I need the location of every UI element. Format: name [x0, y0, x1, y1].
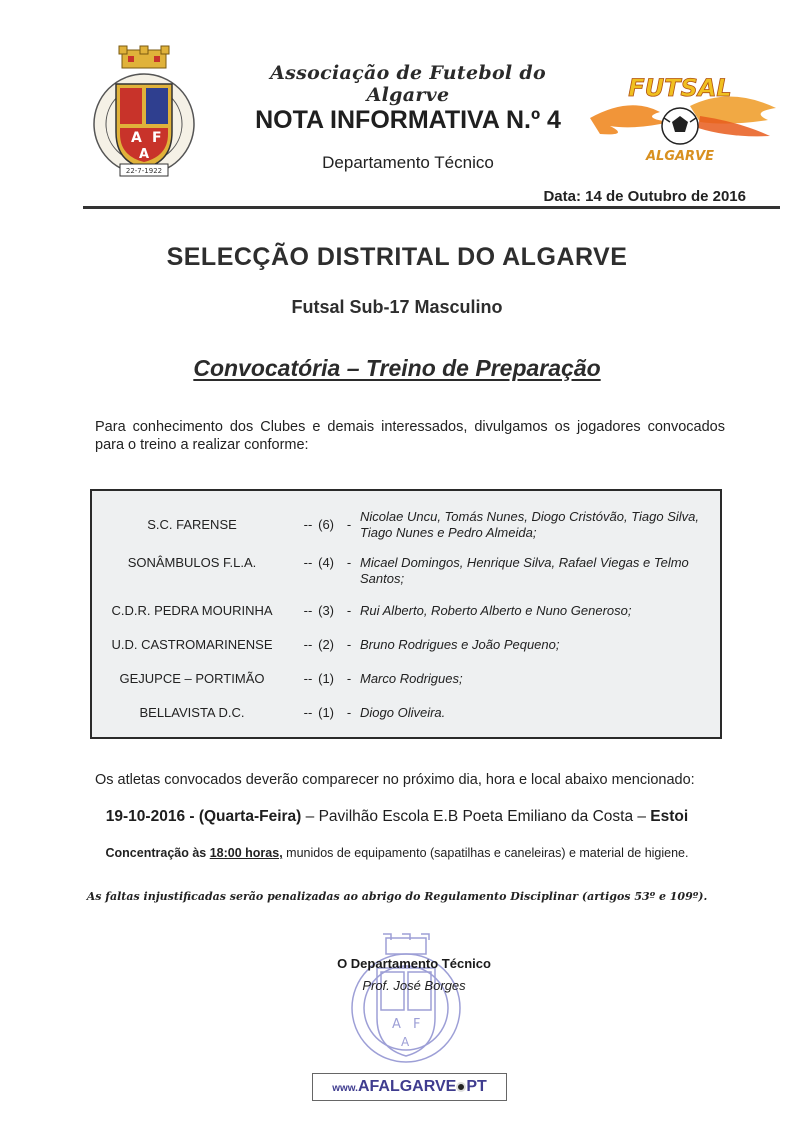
squad-table [90, 489, 722, 739]
afa-stamp-watermark [343, 930, 469, 1068]
row-separator: - [346, 555, 352, 570]
row-separator: - [346, 517, 352, 532]
department-label: Departamento Técnico [322, 153, 494, 172]
session-date: 19-10-2016 - (Quarta-Feira) [105, 808, 302, 825]
player-count: (1) [318, 705, 334, 720]
svg-text:A: A [131, 130, 142, 146]
session-venue: Pavilhão Escola E.B Poeta Emiliano da Costa [318, 808, 634, 825]
concentration-rest: munidos de equipamento (sapatilhas e caneleiras) e material de higiene. [282, 846, 689, 860]
convocation-title-text: Convocatória – Treino de Preparação [193, 355, 601, 381]
website-prefix: www. [332, 1083, 358, 1094]
club-name: GEJUPCE – PORTIMÃO [119, 671, 265, 686]
concentration-line [0, 846, 794, 860]
club-name: C.D.R. PEDRA MOURINHA [111, 603, 273, 618]
row-dash: -- [303, 705, 313, 720]
player-count: (3) [318, 603, 334, 618]
player-count: (2) [318, 637, 334, 652]
session-dash-2: – [633, 808, 651, 825]
player-list: Nicolae Uncu, Tomás Nunes, Diogo Cristóvão, Tiago Silva, Tiago Nunes e Pedro Almeida; [360, 509, 700, 540]
website-banner [312, 1073, 507, 1101]
crown-icon [119, 46, 169, 68]
note-title: NOTA INFORMATIVA N.º 4 [255, 106, 561, 134]
session-dash: – [301, 808, 319, 825]
row-dash: -- [303, 603, 313, 618]
player-list: Diogo Oliveira. [360, 705, 446, 720]
concentration-time: 18:00 horas, [209, 846, 283, 860]
svg-text:A: A [392, 1017, 401, 1032]
player-list: Micael Domingos, Henrique Silva, Rafael Viegas e Telmo Santos; [360, 555, 689, 586]
player-list: Rui Alberto, Roberto Alberto e Nuno Generoso; [360, 603, 632, 618]
club-name: U.D. CASTROMARINENSE [111, 637, 273, 652]
website-domain: AFALGARVE [357, 1078, 457, 1095]
club-name: SONÂMBULOS F.L.A. [127, 555, 257, 570]
subtitle: Futsal Sub-17 Masculino [291, 297, 503, 317]
futsal-algarve-logo [580, 56, 780, 168]
row-separator: - [346, 705, 352, 720]
row-dash: -- [303, 671, 313, 686]
association-name: Associação de Futebol do Algarve [270, 62, 546, 106]
club-name: BELLAVISTA D.C. [139, 705, 245, 720]
intro-paragraph: Para conhecimento dos Clubes e demais interessados, divulgamos os jogadores convocados para o treino a realizar conforme: [95, 419, 725, 453]
session-city: Estoi [650, 808, 689, 825]
player-count: (1) [318, 671, 334, 686]
convocation-title [0, 355, 794, 382]
svg-text:F: F [413, 1017, 421, 1032]
player-count: (6) [318, 517, 334, 532]
website-suffix: PT [466, 1078, 487, 1095]
player-list: Bruno Rodrigues e João Pequeno; [360, 637, 560, 652]
main-title: SELECÇÃO DISTRITAL DO ALGARVE [166, 243, 628, 271]
afa-crest-logo [86, 44, 202, 184]
row-dash: -- [303, 517, 313, 532]
svg-text:FUTSAL: FUTSAL [628, 74, 732, 102]
ball-dot-icon [456, 1082, 466, 1092]
signature-name: Prof. José Borges [362, 978, 466, 993]
player-count: (4) [318, 555, 334, 570]
svg-text:ALGARVE: ALGARVE [645, 149, 715, 164]
header-divider [83, 206, 780, 209]
svg-text:A: A [401, 1035, 410, 1049]
athletes-instruction: Os atletas convocados deverão comparecer no próximo dia, hora e local abaixo mencionado: [95, 772, 695, 788]
player-list: Marco Rodrigues; [360, 671, 463, 686]
row-separator: - [346, 603, 352, 618]
svg-text:F: F [152, 130, 162, 146]
row-dash: -- [303, 637, 313, 652]
document-date: Data: 14 de Outubro de 2016 [543, 188, 746, 205]
soccer-ball-icon [662, 108, 698, 144]
row-dash: -- [303, 555, 313, 570]
row-separator: - [346, 671, 352, 686]
session-details [0, 808, 794, 826]
svg-text:22-7-1922: 22-7-1922 [125, 167, 163, 175]
row-separator: - [346, 637, 352, 652]
svg-text:A: A [139, 147, 150, 162]
club-name: S.C. FARENSE [147, 517, 237, 532]
signature-department: O Departamento Técnico [337, 956, 491, 971]
concentration-label: Concentração às [105, 846, 210, 860]
disciplinary-notice: As faltas injustificadas serão penalizadas ao abrigo do Regulamento Disciplinar (artigos 53º e 109º). [86, 890, 708, 903]
